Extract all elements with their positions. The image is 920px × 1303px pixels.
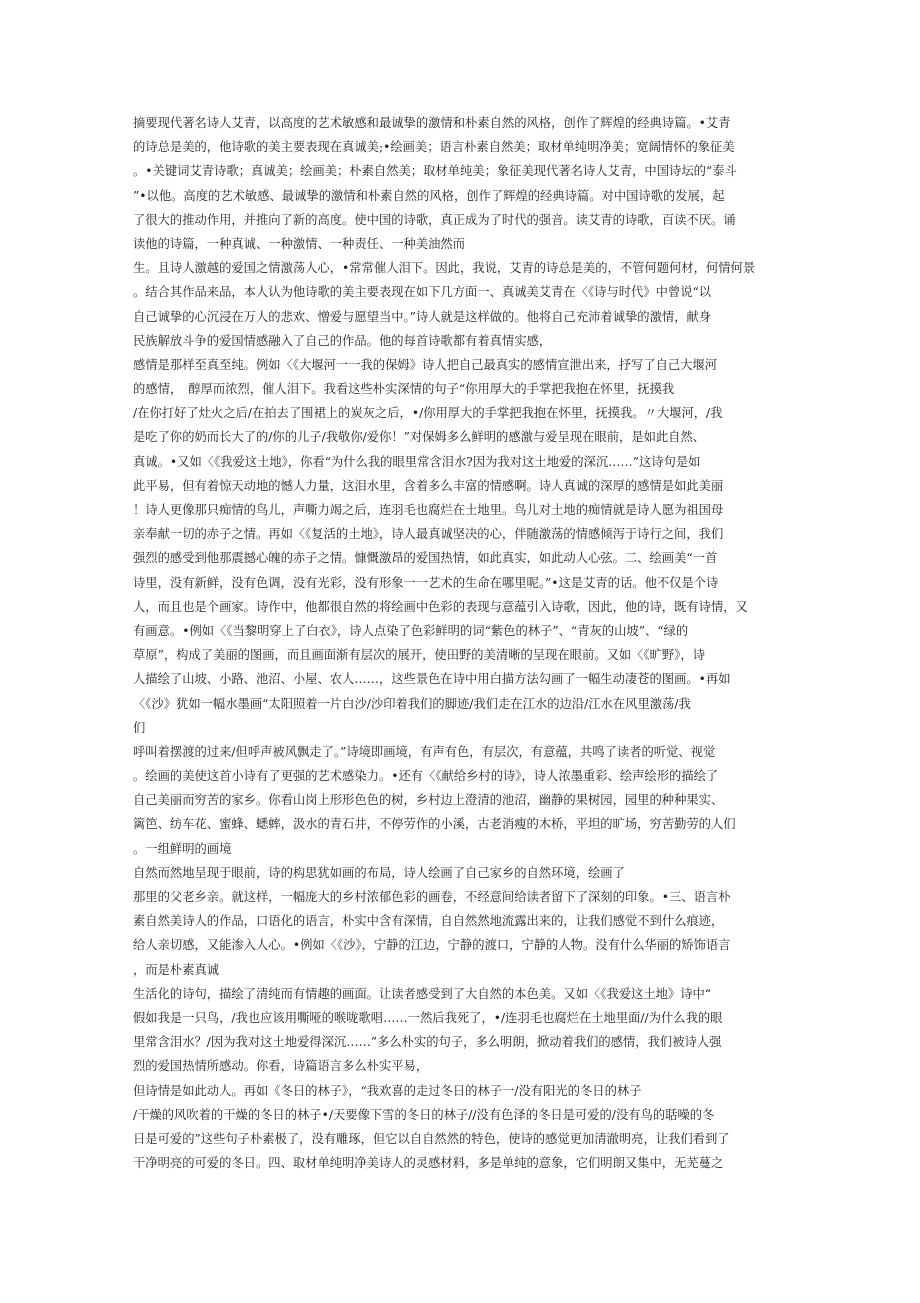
text-line: ”•以他。高度的艺术敏感、最诚挚的激情和朴素自然的风格，创作了辉煌的经典诗篇。对中国诗歌的发展，起 — [133, 188, 725, 203]
text-line: 人，而且也是个画家。诗作中，他都很自然的将绘画中色彩的表现与意蕴引入诗歌，因此，他的诗，既有诗情，又 — [133, 599, 748, 614]
text-line: 给人亲切感，又能渗入人心。•例如〈《沙》，宁静的江边，宁静的渡口，宁静的人物。没有什么华丽的矫饰语言 — [133, 938, 731, 953]
text-line: 真诚。•又如〈《我爱这土地》，你看“为什么我的眼里常含泪水?因为我对这土地爱的深沉……”这诗句是如 — [133, 454, 701, 469]
text-line: 但诗情是如此动人。再如《冬日的林子》，“我欢喜的走过冬日的林子一/没有阳光的冬日的林子 — [133, 1083, 642, 1098]
text-line: 诗里，没有新鲜，没有色调，没有光彩，没有形象一一艺术的生命在哪里呢。”•这是艾青的话。他不仅是个诗 — [133, 575, 719, 590]
text-line: 烈的爱国热情所感动。你看，诗篇语言多么朴实平易， — [133, 1059, 429, 1074]
text-line: 了很大的推动作用，并推向了新的高度。使中国的诗歌，真正成为了时代的强音。读艾青的诗歌，百读不厌。诵 — [133, 212, 736, 227]
text-line: 草原”，构成了美丽的图画，而且画面渐有层次的展开，使田野的美清晰的呈现在眼前。又如〈《旷野》，诗 — [133, 648, 705, 663]
text-line: /在你打好了灶火之后/在拍去了围裙上的炭灰之后，•/你用厚大的手掌把我抱在怀里，抚摸我。〃大堰河，/我 — [133, 406, 723, 421]
text-line: 篱笆、纺车花、蜜蜂、蟋蟀，汲水的青石井，不停劳作的小溪，古老消瘦的木桥，平坦的旷场，穷苦勤劳的人们 — [133, 817, 736, 832]
text-line: 人描绘了山坡、小路、池沼、小屋、农人……，这些景色在诗中用白描方法勾画了一幅生动凄苍的图画。•再如 — [133, 672, 731, 687]
text-line: 们 — [133, 720, 146, 735]
text-line: 生。且诗人激越的爱国之情激荡人心，•常常催人泪下。因此，我说，艾青的诗总是美的，不管何题何材，何情何景 — [133, 261, 756, 276]
text-line: 。•关键词艾青诗歌；真诚美；绘画美；朴素自然美；取材单纯美；象征美现代著名诗人艾青，中国诗坛的“泰斗 — [133, 164, 737, 179]
text-line: 自然而然地呈现于眼前，诗的构思犹如画的布局，诗人绘画了自己家乡的自然环境，绘画了 — [133, 865, 625, 880]
text-line: 假如我是一只鸟，/我也应该用嘶哑的喉咙歌唱……一然后我死了，•/连羽毛也腐烂在土地里面//为什么我的眼 — [133, 1010, 723, 1025]
text-line: 的感情， 醇厚而浓烈，催人泪下。我看这些朴实深情的句子“你用厚大的手掌把我抱在怀里，抚摸我 — [133, 382, 675, 397]
text-line: 的诗总是美的，他诗歌的美主要表现在真诚美;•绘画美；语言朴素自然美；取材单纯明净美；宽阔情怀的象征美 — [133, 140, 735, 155]
text-line: 自己诚挚的心沉浸在万人的悲欢、憎爱与愿望当中。”诗人就是这样做的。他将自己充沛着诚挚的激情，献身 — [133, 309, 712, 324]
text-line: ，而是朴素真诚 — [133, 962, 220, 977]
text-line: /干燥的风吹着的干燥的冬日的林子•/天要像下雪的冬日的林子//没有色泽的冬日是可爱的/没有鸟的聒噪的冬 — [133, 1107, 715, 1122]
text-line: 〈《沙》犹如一幅水墨画“太阳照着一片白沙/沙印着我们的脚迹/我们走在江水的边沿/江水在风里激荡/我 — [133, 696, 691, 711]
text-line: 摘要现代著名诗人艾青，以高度的艺术敏感和最诚挚的激情和朴素自然的风格，创作了辉煌的经典诗篇。•艾青 — [133, 116, 731, 130]
text-line: 里常含泪水？/因为我对这土地爱得深沉……”多么朴实的句子，多么明朗，掀动着我们的感情，我们被诗人强 — [133, 1035, 722, 1050]
text-line: 。一组鲜明的画境 — [133, 841, 232, 856]
text-line: ！诗人更像那只痴情的鸟儿，声嘶力竭之后，连羽毛也腐烂在土地里。鸟儿对土地的痴情就是诗人愿为祖国母 — [133, 503, 724, 517]
text-line: 感情是那样至真至纯。例如〈《大堰河一一我的保姆》诗人把自己最真实的感情宣泄出来，抒写了自己大堰河 — [133, 357, 718, 372]
document-body — [133, 111, 788, 1175]
text-line: 那里的父老乡亲。就这样，一幅庞大的乡村浓郁色彩的画卷，不经意间给读者留下了深刻的印象。•三、语言朴 — [133, 890, 731, 904]
text-line: 是吃了你的奶而长大了的/你的儿子/我敬你/爱你！”对保姆多么鲜明的感激与爱呈现在眼前，是如此自然、 — [133, 430, 706, 445]
text-line: 生活化的诗句，描绘了清纯而有情趣的画面。让读者感受到了大自然的本色美。又如〈《我爱这土地》诗中“ — [133, 986, 712, 1001]
text-line: 呼叫着摆渡的过来/但呼声被风飘走了。”诗境即画境，有声有色，有层次，有意蕴，共鸣了读者的听觉、视觉 — [133, 744, 716, 759]
text-line: 自己美丽而穷苦的家乡。你看山岗上形形色色的树，乡村边上澄清的池沼，幽静的果树园，园里的种种果实、 — [133, 793, 724, 808]
text-line: 干净明亮的可爱的冬日。四、取材单纯明净美诗人的灵感材料，多是单纯的意象，它们明朗又集中，无芜蔓之 — [133, 1156, 724, 1171]
text-line: 民族解放斗争的爱国情感融入了自己的作品。他的每首诗歌都有着真情实感， — [133, 333, 552, 348]
text-line: 日是可爱的”这些句子朴素极了，没有雕琢，但它以自自然然的特色，使诗的感觉更加清澈明亮，让我们看到了 — [133, 1131, 730, 1146]
text-line: 。结合其作品来品，本人认为他诗歌的美主要表现在如下几方面一、真诚美艾青在〈《诗与时代》中曾说“以 — [133, 285, 712, 300]
text-line: 素自然美诗人的作品，口语化的语言，朴实中含有深情，自自然然地流露出来的，让我们感觉不到什么痕迹， — [133, 914, 724, 929]
text-line: 亲奉献一切的赤子之情。再如〈《复活的土地》，诗人最真诚坚决的心，伴随激荡的情感倾泻于诗行之间，我们 — [133, 527, 724, 542]
text-line: 有画意。•例如〈《当黎明穿上了白衣》，诗人点染了色彩鲜明的词“紫色的林子”、“青灰的山坡”、“绿的 — [133, 623, 689, 638]
text-line: 强烈的感受到他那震撼心魄的赤子之情。慷慨激昂的爱国热情，如此真实，如此动人心弦。二、绘画美“一首 — [133, 551, 718, 566]
text-line: 读他的诗篇，一种真诚、一种激情、一种责任、一种美油然而 — [133, 236, 466, 251]
text-line: 此平易，但有着惊天动地的憾人力量，这泪水里，含着多么丰富的情感啊。诗人真诚的深厚的感情是如此美丽 — [133, 478, 724, 493]
text-line: 。绘画的美使这首小诗有了更强的艺术感染力。•还有〈《献给乡村的诗》，诗人浓墨重彩、绘声绘形的描绘了 — [133, 769, 719, 784]
